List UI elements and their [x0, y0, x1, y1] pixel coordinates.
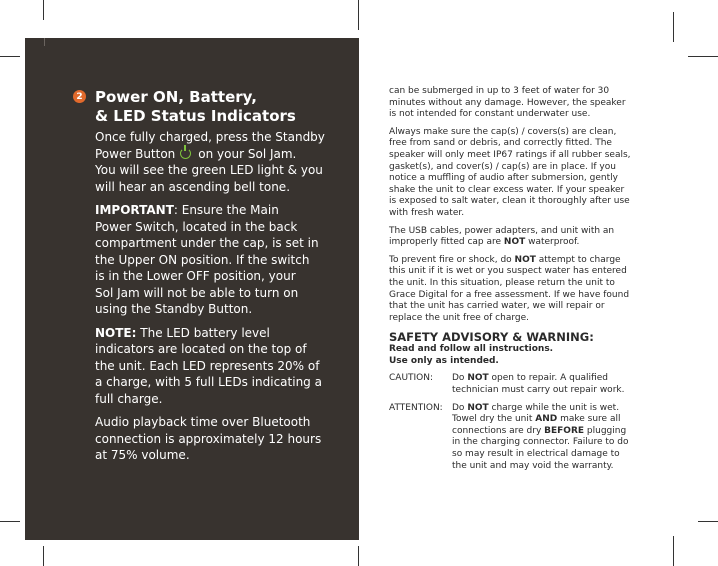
- text-fragment: waterproof.: [525, 237, 580, 248]
- text-line: [95, 146, 327, 163]
- text-line: gasket(s), and cover(s) / cap(s) are in place. If you: [389, 161, 616, 172]
- text-line: is exposed to salt water, clean it thoroughly after use: [389, 196, 630, 207]
- section-title-line: Power ON, Battery,: [95, 88, 257, 106]
- caps-paragraph: [389, 127, 644, 220]
- text-line: [452, 414, 644, 426]
- text-line: notice a muffling of audio after submersion, gently: [389, 173, 618, 184]
- text-line: Audio playback time over Bluetooth: [95, 415, 311, 429]
- crop-mark: [43, 546, 44, 566]
- note-paragraph: [95, 325, 327, 408]
- text-line: will hear an ascending bell tone.: [95, 179, 291, 194]
- text-fragment: open to repair. A qualified: [488, 373, 608, 384]
- text-line: The USB cables, power adapters, and unit with an: [389, 225, 615, 236]
- power-icon: [180, 148, 191, 159]
- panel-edge: [44, 38, 45, 46]
- crop-mark: [0, 56, 20, 57]
- crop-mark: [0, 521, 20, 522]
- emphasis: BEFORE: [544, 425, 585, 436]
- text-line: shake the unit to clear excess water. If your speaker: [389, 184, 625, 195]
- text-line: minutes without any damage. However, the speaker: [389, 97, 626, 108]
- text-line: the unit. Each LED represents 20% of: [95, 358, 320, 373]
- text-fragment: : Ensure the Main: [173, 203, 279, 217]
- text-line: at 75% volume.: [95, 448, 190, 462]
- text-line: Read and follow all instructions.: [389, 344, 554, 355]
- text-line: technician must carry out repair work.: [452, 385, 625, 396]
- text-line: the Upper ON position. If the switch: [95, 252, 310, 267]
- text-line: that the unit has carried water, we will repair or: [389, 301, 605, 312]
- important-paragraph: [95, 202, 327, 318]
- left-body: [95, 129, 327, 471]
- text-fragment: attempt to charge: [535, 254, 621, 265]
- text-line: [452, 403, 644, 415]
- submerge-paragraph: [389, 86, 644, 121]
- attention-term: ATTENTION:: [389, 402, 443, 413]
- power-on-paragraph: [95, 129, 327, 195]
- text-fragment: plugging: [584, 425, 627, 436]
- text-line: speaker will only meet IP67 ratings if all rubber seals,: [389, 149, 631, 160]
- important-label: IMPORTANT: [95, 203, 174, 217]
- emphasis: NOT: [503, 237, 526, 248]
- text-line: Power Switch, located in the back: [95, 219, 298, 234]
- attention-item: [389, 403, 644, 473]
- text-line: [389, 255, 644, 267]
- text-line: [452, 426, 644, 438]
- text-line: this unit if it is wet or you suspect water has entered: [389, 266, 627, 277]
- text-line: is in the Lower OFF position, your: [95, 269, 296, 283]
- text-line: the unit and may void the warranty.: [452, 460, 614, 471]
- crop-mark: [698, 521, 718, 522]
- fire-paragraph: [389, 255, 644, 325]
- text-line: Sol Jam will not be able to turn on: [95, 285, 299, 300]
- text-line: Grace Digital for a free assessment. If we have found: [389, 289, 630, 300]
- text-line: a charge, with 5 full LEDs indicating a: [95, 375, 322, 389]
- text-line: [389, 237, 644, 249]
- text-line: [452, 373, 644, 385]
- text-line: indicators are located on the top of: [95, 342, 307, 356]
- emphasis: AND: [535, 414, 558, 425]
- text-line: using the Standby Button.: [95, 302, 253, 316]
- text-line: free from sand or debris, and correctly fitted. The: [389, 138, 612, 149]
- text-line: You will see the green LED light & you: [95, 163, 323, 177]
- caution-desc: [452, 373, 644, 396]
- text-line: can be submerged in up to 3 feet of water for 30: [389, 86, 610, 96]
- text-line: with fresh water.: [389, 207, 465, 218]
- text-fragment: To prevent fire or shock, do: [389, 254, 515, 265]
- text-fragment: Power Button: [95, 146, 176, 161]
- text-line: in the charging connector. Failure to do: [452, 437, 629, 448]
- text-line: compartment under the cap, is set in: [95, 236, 319, 250]
- text-line: connection is approximately 12 hours: [95, 431, 322, 446]
- text-line: [95, 325, 327, 342]
- safety-subheading: [389, 344, 644, 367]
- attention-desc: [452, 403, 644, 473]
- emphasis: NOT: [514, 254, 536, 265]
- note-label: NOTE:: [95, 325, 137, 340]
- right-column: [389, 86, 644, 478]
- text-line: replace the unit free of charge.: [389, 312, 530, 323]
- text-fragment: charge while the unit is wet.: [488, 402, 620, 413]
- caution-term: CAUTION:: [389, 373, 434, 384]
- text-fragment: Towel dry the unit: [452, 414, 536, 425]
- playback-paragraph: [95, 414, 327, 464]
- usb-paragraph: [389, 226, 644, 249]
- text-fragment: Do: [452, 402, 468, 413]
- text-line: full charge.: [95, 391, 163, 406]
- text-line: the unit. In this situation, please return the unit to: [389, 277, 615, 288]
- text-line: so may result in electrical damage to: [452, 449, 620, 460]
- text-fragment: The LED battery level: [136, 325, 270, 340]
- text-fragment: Do: [452, 373, 468, 384]
- crop-mark: [43, 0, 44, 20]
- caution-item: [389, 373, 644, 396]
- crop-mark: [688, 56, 718, 57]
- text-fragment: on your Sol Jam.: [198, 146, 297, 161]
- text-fragment: improperly fitted cap are: [389, 237, 504, 248]
- crop-mark: [673, 536, 674, 566]
- text-line: [95, 202, 327, 219]
- crop-mark: [358, 546, 359, 566]
- crop-mark: [358, 0, 359, 30]
- text-line: Once fully charged, press the Standby: [95, 130, 325, 144]
- section-number-badge: 2: [73, 90, 86, 103]
- text-fragment: make sure all: [557, 414, 621, 425]
- section-title-line: & LED Status Indicators: [95, 107, 296, 125]
- text-fragment: connections are dry: [452, 425, 545, 436]
- text-line: Always make sure the cap(s) / covers(s) are clean,: [389, 126, 617, 137]
- emphasis: NOT: [467, 373, 489, 384]
- safety-heading: SAFETY ADVISORY & WARNING:: [389, 330, 594, 345]
- emphasis: NOT: [467, 402, 489, 413]
- section-title: [95, 88, 315, 126]
- text-line: is not intended for constant underwater use.: [389, 109, 591, 120]
- crop-mark: [673, 12, 674, 42]
- text-line: Use only as intended.: [389, 355, 499, 366]
